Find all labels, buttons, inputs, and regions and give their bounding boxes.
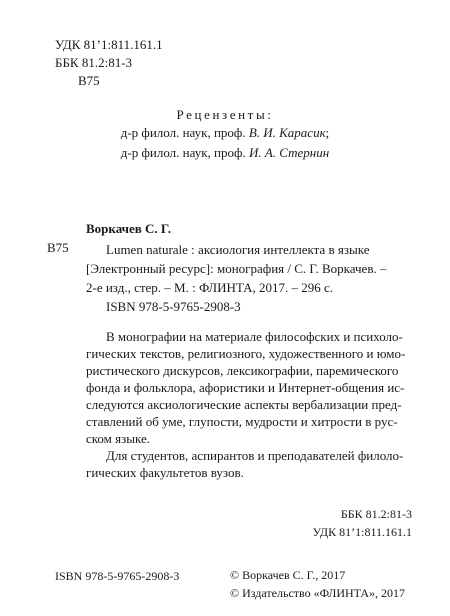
reviewer-suffix: ;: [325, 125, 330, 140]
abstract-paragraph: [86, 447, 404, 481]
abstract-line: ском языке.: [86, 431, 151, 446]
reviewer-name: В. И. Карасик: [248, 125, 326, 140]
bottom-classification-codes: [0, 505, 412, 541]
bibliography-line: Lumen naturale : аксиология интеллекта в языке: [106, 242, 370, 257]
bibliography-shelf-mark: В75: [47, 240, 69, 255]
abstract-paragraph: [86, 328, 406, 447]
abstract-line: гических текстов, религиозного, художественного и юмо-: [86, 346, 406, 361]
abstract-line: фонда и фольклора, афористики и Интернет-общения ис-: [86, 380, 405, 395]
abstract-line: В монографии на материале философских и психоло-: [106, 329, 403, 344]
bottom-udk-code: УДК 81’1:811.161.1: [312, 525, 412, 539]
abstract-line: следуются аксиологические аспекты вербализации пред-: [86, 397, 402, 412]
abstract-line: ристического дискурсов, лексикографии, паремического: [86, 363, 399, 378]
reviewer-1: [0, 125, 450, 141]
bibliography-line: [Электронный ресурс]: монография / С. Г. Воркачев. –: [86, 261, 387, 276]
udk-code: УДК 81’1:811.161.1: [55, 37, 163, 52]
copyright-block: [230, 566, 405, 602]
abstract-line: Для студентов, аспирантов и преподавателей филоло-: [106, 448, 404, 463]
bibliography-isbn: ISBN 978-5-9765-2908-3: [106, 299, 241, 314]
bbk-code: ББК 81.2:81-3: [55, 55, 133, 70]
reviewer-2: [0, 145, 450, 161]
footer-isbn: ISBN 978-5-9765-2908-3: [55, 569, 180, 583]
bibliography-description: [86, 240, 387, 297]
copyright-publisher: © Издательство «ФЛИНТА», 2017: [230, 586, 406, 600]
header-classification-codes: [55, 36, 163, 90]
bottom-bbk-code: ББК 81.2:81-3: [340, 507, 412, 521]
reviewer-name: И. А. Стернин: [248, 145, 330, 160]
bibliography-line: 2-е изд., стер. – М. : ФЛИНТА, 2017. – 296 с.: [86, 280, 334, 295]
shelf-code: В75: [78, 73, 100, 88]
abstract-line: ставлений об уме, глупости, мудрости и хитрости в рус-: [86, 414, 398, 429]
abstract: [86, 328, 406, 481]
abstract-line: гических факультетов вузов.: [86, 465, 244, 480]
copyright-author: © Воркачев С. Г., 2017: [230, 568, 346, 582]
reviewer-degree: д-р филол. наук, проф.: [120, 125, 249, 140]
reviewers-title: Рецензенты:: [176, 107, 274, 122]
bibliography-author: Воркачев С. Г.: [86, 221, 171, 236]
reviewer-degree: д-р филол. наук, проф.: [120, 145, 249, 160]
